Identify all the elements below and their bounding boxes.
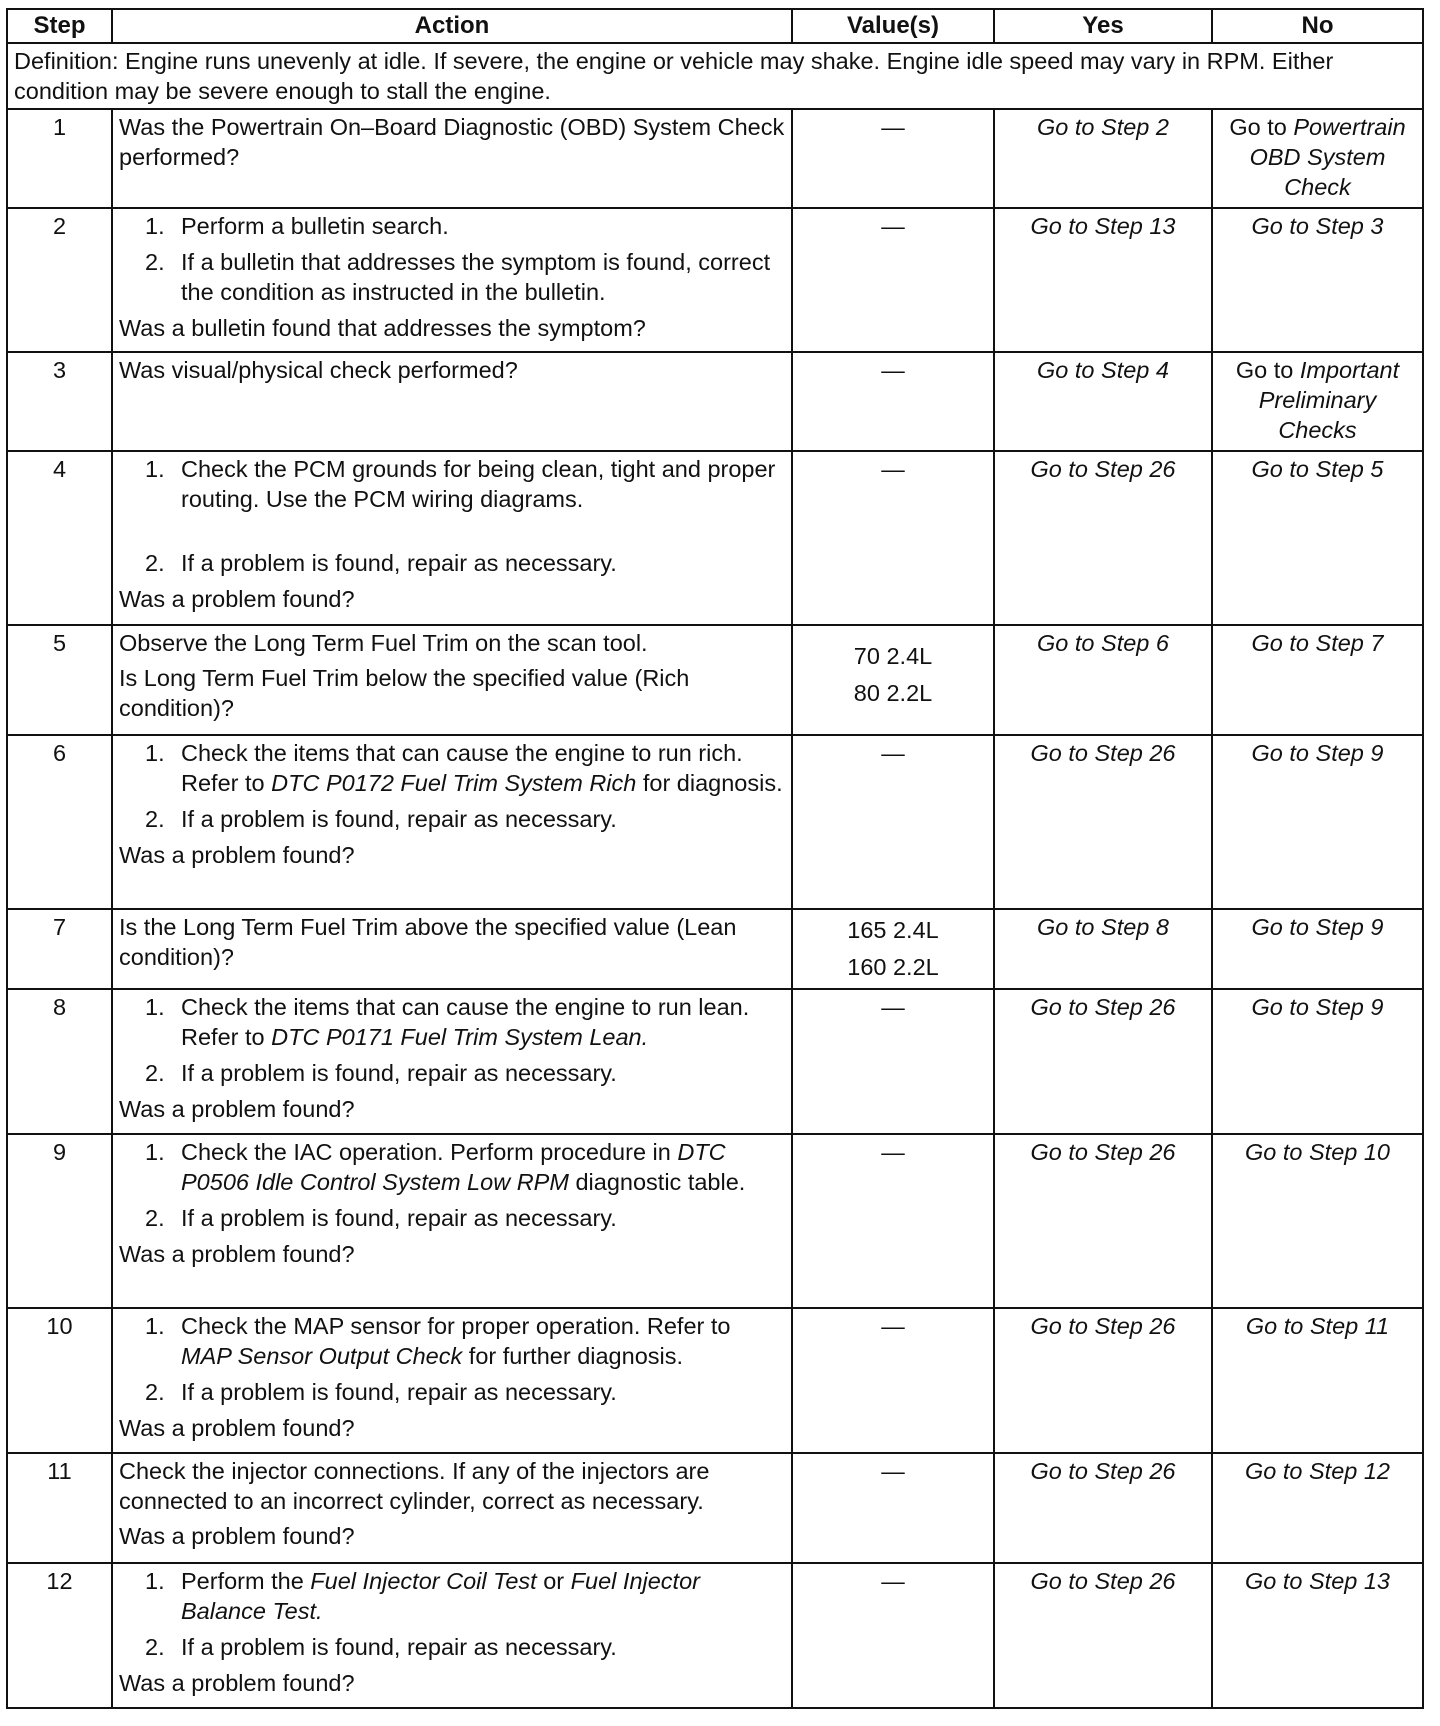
step-number: 6 — [7, 735, 112, 909]
action-cell — [112, 1308, 792, 1453]
step-number: 11 — [7, 1453, 112, 1563]
list-item: 1. Check the PCM grounds for being clean, tight and proper routing. Use the PCM wiring diagrams. — [145, 456, 776, 512]
question-text: Was a problem found? — [119, 1670, 355, 1696]
value-cell: — — [792, 989, 994, 1134]
yes-link[interactable]: Go to Step 26 — [994, 1308, 1212, 1453]
no-link[interactable] — [1212, 352, 1423, 451]
step-number: 3 — [7, 352, 112, 451]
no-prefix: Go to — [1229, 114, 1294, 140]
value-cell — [792, 909, 994, 989]
step-number: 2 — [7, 208, 112, 352]
action-cell — [112, 989, 792, 1134]
action-cell — [112, 1134, 792, 1308]
value-cell: — — [792, 208, 994, 352]
yes-link[interactable]: Go to Step 26 — [994, 989, 1212, 1134]
action-text: Is the Long Term Fuel Trim above the specified value (Lean condition)? — [112, 909, 792, 989]
list-item: 2. If a problem is found, repair as necessary. — [145, 550, 617, 576]
col-header-step: Step — [7, 9, 112, 43]
step-number: 5 — [7, 625, 112, 735]
table-row — [7, 989, 1423, 1134]
table-row — [7, 1308, 1423, 1453]
step-number: 8 — [7, 989, 112, 1134]
header-row — [7, 9, 1423, 43]
no-link[interactable]: Go to Step 10 — [1212, 1134, 1423, 1308]
no-link[interactable] — [1212, 109, 1423, 208]
action-text: Was the Powertrain On–Board Diagnostic (OBD) System Check performed? — [112, 109, 792, 208]
list-item: 1. Check the IAC operation. Perform procedure in DTC P0506 Idle Control System Low RPM diagnostic table. — [145, 1139, 746, 1195]
no-link[interactable]: Go to Step 9 — [1212, 909, 1423, 989]
step-number: 4 — [7, 451, 112, 625]
question-text: Was a problem found? — [119, 1415, 355, 1441]
yes-link[interactable]: Go to Step 4 — [994, 352, 1212, 451]
table-row — [7, 1563, 1423, 1708]
table-row — [7, 1134, 1423, 1308]
no-link[interactable]: Go to Step 7 — [1212, 625, 1423, 735]
question-text: Was a bulletin found that addresses the symptom? — [119, 315, 646, 341]
no-link[interactable]: Go to Step 5 — [1212, 451, 1423, 625]
table-row — [7, 1453, 1423, 1563]
list-item: 2. If a problem is found, repair as necessary. — [145, 1379, 617, 1405]
no-target: Powertrain OBD System Check — [1249, 114, 1406, 200]
list-item: 1. Check the items that can cause the engine to run lean. Refer to DTC P0171 Fuel Trim System Lean. — [145, 994, 750, 1050]
list-item: 1. Check the items that can cause the engine to run rich. Refer to DTC P0172 Fuel Trim System Rich for diagnosis. — [145, 740, 783, 796]
yes-link[interactable]: Go to Step 8 — [994, 909, 1212, 989]
action-text: Was visual/physical check performed? — [112, 352, 792, 451]
step-number: 9 — [7, 1134, 112, 1308]
col-header-action: Action — [112, 9, 792, 43]
question-text: Was a problem found? — [119, 842, 355, 868]
yes-link[interactable]: Go to Step 26 — [994, 1563, 1212, 1708]
no-link[interactable]: Go to Step 9 — [1212, 989, 1423, 1134]
table-row — [7, 208, 1423, 352]
question-text: Was a problem found? — [119, 586, 355, 612]
no-prefix: Go to — [1235, 357, 1300, 383]
step-number: 1 — [7, 109, 112, 208]
value-cell: — — [792, 352, 994, 451]
action-cell — [112, 208, 792, 352]
value-cell: — — [792, 1453, 994, 1563]
table-row — [7, 352, 1423, 451]
list-item: 2. If a problem is found, repair as necessary. — [145, 806, 617, 832]
value-2-2l: 80 2.2L — [853, 680, 933, 706]
step-number: 10 — [7, 1308, 112, 1453]
no-link[interactable]: Go to Step 3 — [1212, 208, 1423, 352]
table-row — [7, 109, 1423, 208]
value-cell: — — [792, 451, 994, 625]
value-cell — [792, 625, 994, 735]
action-cell — [112, 1563, 792, 1708]
question-text: Was a problem found? — [119, 1241, 355, 1267]
action-text: Check the injector connections. If any of the injectors are connected to an incorrect cylinder, correct as necessary. — [119, 1458, 710, 1514]
list-item: 1. Check the MAP sensor for proper operation. Refer to MAP Sensor Output Check for further diagnosis. — [145, 1313, 731, 1369]
yes-link[interactable]: Go to Step 26 — [994, 1134, 1212, 1308]
yes-link[interactable]: Go to Step 2 — [994, 109, 1212, 208]
list-item: 2. If a problem is found, repair as necessary. — [145, 1060, 617, 1086]
value-cell: — — [792, 1563, 994, 1708]
list-item: 1. Perform a bulletin search. — [145, 213, 449, 239]
yes-link[interactable]: Go to Step 6 — [994, 625, 1212, 735]
value-cell: — — [792, 109, 994, 208]
table-row — [7, 909, 1423, 989]
table-row — [7, 735, 1423, 909]
list-item: 1. Perform the Fuel Injector Coil Test or Fuel Injector Balance Test. — [145, 1568, 700, 1624]
action-cell — [112, 735, 792, 909]
definition-row — [7, 43, 1423, 109]
action-cell — [112, 625, 792, 735]
diagnostic-table — [6, 8, 1424, 1709]
no-target: Important Preliminary Checks — [1258, 357, 1400, 443]
action-cell — [112, 1453, 792, 1563]
col-header-yes: Yes — [994, 9, 1212, 43]
value-cell: — — [792, 1134, 994, 1308]
yes-link[interactable]: Go to Step 26 — [994, 1453, 1212, 1563]
definition-text: Definition: Engine runs unevenly at idle. If severe, the engine or vehicle may shake. Engine idle speed may vary in RPM. Either condition may be severe enough to stall the engine. — [7, 43, 1423, 109]
value-2-2l: 160 2.2L — [847, 954, 939, 980]
list-item: 2. If a bulletin that addresses the symptom is found, correct the condition as instructed in the bulletin. — [145, 249, 771, 305]
step-number: 12 — [7, 1563, 112, 1708]
list-item: 2. If a problem is found, repair as necessary. — [145, 1634, 617, 1660]
value-2-4l: 165 2.4L — [847, 917, 939, 943]
list-item: 2. If a problem is found, repair as necessary. — [145, 1205, 617, 1231]
action-cell — [112, 451, 792, 625]
step-number: 7 — [7, 909, 112, 989]
value-cell: — — [792, 735, 994, 909]
no-link[interactable]: Go to Step 9 — [1212, 735, 1423, 909]
table-row — [7, 625, 1423, 735]
no-link[interactable]: Go to Step 11 — [1212, 1308, 1423, 1453]
yes-link[interactable]: Go to Step 26 — [994, 451, 1212, 625]
table-row — [7, 451, 1423, 625]
value-2-4l: 70 2.4L — [853, 643, 933, 669]
value-cell: — — [792, 1308, 994, 1453]
question-text: Was a problem found? — [119, 1523, 355, 1549]
question-text: Is Long Term Fuel Trim below the specified value (Rich condition)? — [119, 665, 690, 721]
no-link[interactable]: Go to Step 13 — [1212, 1563, 1423, 1708]
col-header-values: Value(s) — [792, 9, 994, 43]
yes-link[interactable]: Go to Step 13 — [994, 208, 1212, 352]
yes-link[interactable]: Go to Step 26 — [994, 735, 1212, 909]
action-text: Observe the Long Term Fuel Trim on the scan tool. — [119, 630, 648, 656]
no-link[interactable]: Go to Step 12 — [1212, 1453, 1423, 1563]
question-text: Was a problem found? — [119, 1096, 355, 1122]
col-header-no: No — [1212, 9, 1423, 43]
